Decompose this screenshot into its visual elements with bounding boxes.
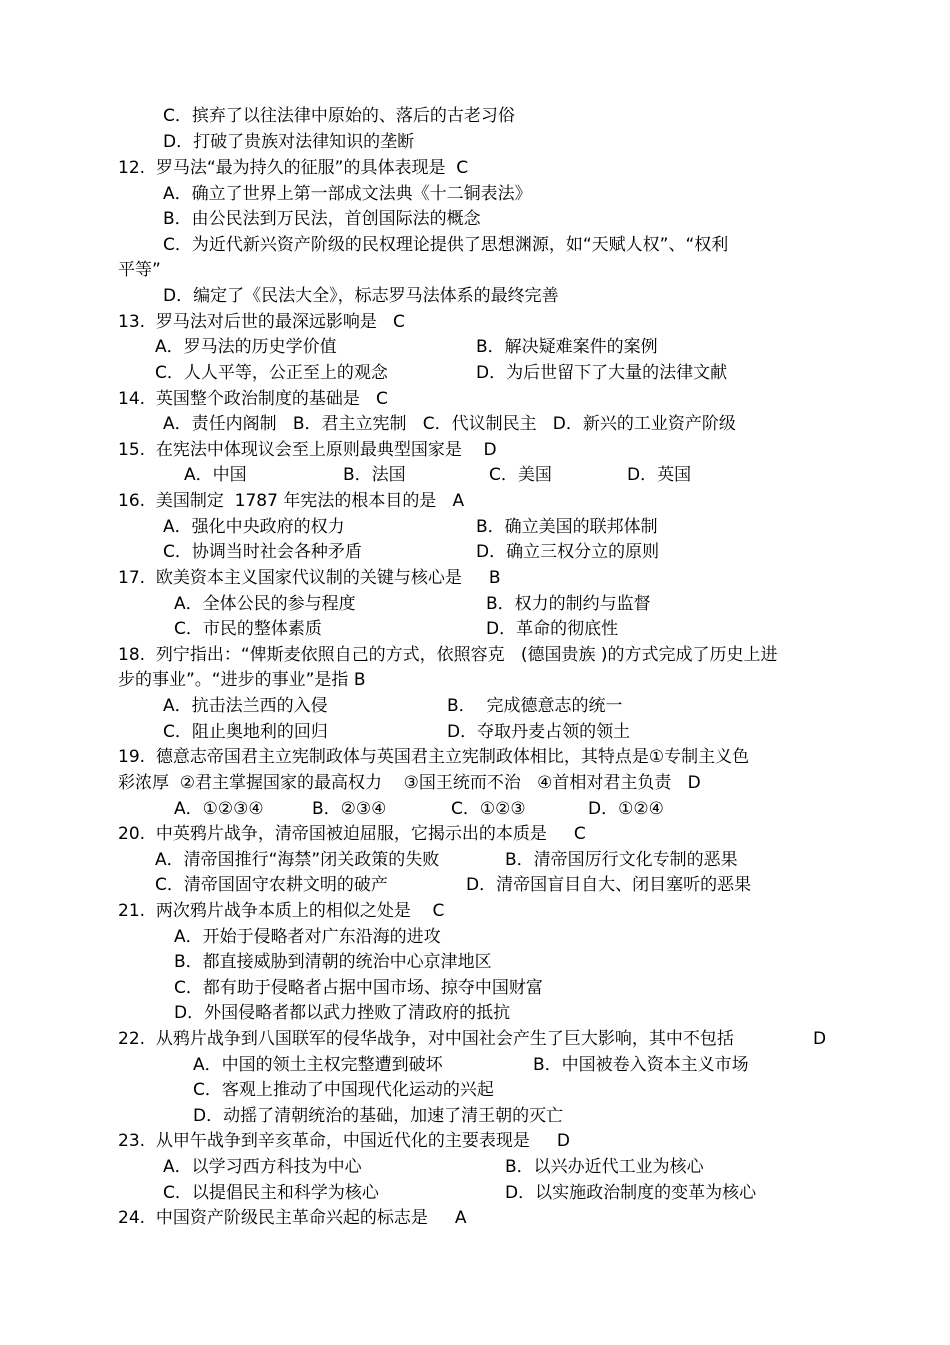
- q18-option-d: D．夺取丹麦占领的领土: [447, 722, 631, 742]
- q12-option-b: B．由公民法到万民法，首创国际法的概念: [163, 209, 481, 229]
- q20-option-b: B．清帝国厉行文化专制的恶果: [505, 850, 738, 870]
- q19-option-c: C．①②③: [451, 799, 526, 819]
- q13-option-a: A．罗马法的历史学价值: [155, 337, 337, 357]
- q16-stem: 16. 美国制定 1787 年宪法的根本目的是 A: [118, 491, 465, 511]
- q14-options: A．责任内阁制 B．君主立宪制 C．代议制民主 D．新兴的工业资产阶级: [163, 414, 736, 434]
- q20-option-c: C．清帝国固守农耕文明的破产: [155, 875, 388, 895]
- q21-option-d: D．外国侵略者都以武力挫败了清政府的抵抗: [174, 1003, 511, 1023]
- q12-option-a: A．确立了世界上第一部成文法典《十二铜表法》: [163, 184, 532, 204]
- q17-stem: 17. 欧美资本主义国家代议制的关键与核心是 B: [118, 568, 501, 588]
- q14-stem: 14. 英国整个政治制度的基础是 C: [118, 389, 388, 409]
- q15-option-b: B．法国: [343, 465, 406, 485]
- q16-option-b: B．确立美国的联邦体制: [476, 517, 658, 537]
- q15-stem: 15. 在宪法中体现议会至上原则最典型国家是 D: [118, 440, 497, 460]
- q12-option-d: D．编定了《民法大全》，标志罗马法体系的最终完善: [163, 286, 559, 306]
- q22-stem: 22. 从鸦片战争到八国联军的侵华战争，对中国社会产生了巨大影响，其中不包括: [118, 1029, 734, 1049]
- q19-option-d: D．①②④: [588, 799, 664, 819]
- q13-option-b: B．解决疑难案件的案例: [476, 337, 658, 357]
- q17-option-b: B．权力的制约与监督: [486, 594, 651, 614]
- q20-option-a: A．清帝国推行“海禁”闭关政策的失败: [155, 850, 440, 870]
- q19-option-b: B．②③④: [312, 799, 387, 819]
- q23-option-d: D．以实施政治制度的变革为核心: [505, 1183, 757, 1203]
- q23-option-c: C．以提倡民主和科学为核心: [163, 1183, 379, 1203]
- q21-option-a: A．开始于侵略者对广东沿海的进攻: [174, 927, 441, 947]
- q21-stem: 21. 两次鸦片战争本质上的相似之处是 C: [118, 901, 445, 921]
- q15-option-d: D．英国: [627, 465, 692, 485]
- q20-stem: 20. 中英鸦片战争，清帝国被迫屈服，它揭示出的本质是 C: [118, 824, 586, 844]
- q15-option-a: A．中国: [184, 465, 247, 485]
- q19-option-a: A．①②③④: [174, 799, 264, 819]
- q12-option-c-cont: 平等”: [118, 260, 161, 280]
- q13-option-c: C．人人平等，公正至上的观念: [155, 363, 388, 383]
- q21-option-c: C．都有助于侵略者占据中国市场、掠夺中国财富: [174, 978, 543, 998]
- q13-option-d: D．为后世留下了大量的法律文献: [476, 363, 728, 383]
- q18-stem: 18. 列宁指出：“俾斯麦依照自己的方式，依照容克 (德国贵族 )的方式完成了历史上进: [118, 645, 778, 665]
- q17-option-a: A．全体公民的参与程度: [174, 594, 356, 614]
- q18-option-a: A．抗击法兰西的入侵: [163, 696, 328, 716]
- q16-option-c: C．协调当时社会各种矛盾: [163, 542, 362, 562]
- q11-option-d: D．打破了贵族对法律知识的垄断: [163, 132, 415, 152]
- q19-stem: 19. 德意志帝国君主立宪制政体与英国君主立宪制政体相比，其特点是①专制主义色: [118, 747, 750, 767]
- q18-option-b: B． 完成德意志的统一: [447, 696, 623, 716]
- q16-option-a: A．强化中央政府的权力: [163, 517, 345, 537]
- q22-option-a: A．中国的领土主权完整遭到破坏: [193, 1055, 443, 1075]
- q21-option-b: B．都直接威胁到清朝的统治中心京津地区: [174, 952, 492, 972]
- q12-stem: 12. 罗马法“最为持久的征服”的具体表现是 C: [118, 158, 469, 178]
- q12-option-c: C．为近代新兴资产阶级的民权理论提供了思想渊源，如“天赋人权”、“权利: [163, 235, 729, 255]
- q18-option-c: C．阻止奥地利的回归: [163, 722, 328, 742]
- q19-stem-cont: 彩浓厚 ②君主掌握国家的最高权力 ③国王统而不治 ④首相对君主负责 D: [118, 773, 701, 793]
- q17-option-c: C．市民的整体素质: [174, 619, 322, 639]
- q24-stem: 24. 中国资产阶级民主革命兴起的标志是 A: [118, 1208, 467, 1228]
- q23-option-a: A．以学习西方科技为中心: [163, 1157, 362, 1177]
- q15-option-c: C．美国: [489, 465, 552, 485]
- q22-answer: D: [813, 1029, 827, 1049]
- q11-option-c: C．摈弃了以往法律中原始的、落后的古老习俗: [163, 106, 515, 126]
- q17-option-d: D．革命的彻底性: [486, 619, 619, 639]
- q22-option-c: C．客观上推动了中国现代化运动的兴起: [193, 1080, 494, 1100]
- q13-stem: 13. 罗马法对后世的最深远影响是 C: [118, 312, 405, 332]
- q22-option-d: D．动摇了清朝统治的基础，加速了清王朝的灭亡: [193, 1106, 564, 1126]
- q20-option-d: D．清帝国盲目自大、闭目塞听的恶果: [466, 875, 752, 895]
- q18-stem-cont: 步的事业”。“进步的事业”是指 B: [118, 670, 366, 690]
- q16-option-d: D．确立三权分立的原则: [476, 542, 660, 562]
- q22-option-b: B．中国被卷入资本主义市场: [533, 1055, 749, 1075]
- q23-option-b: B．以兴办近代工业为核心: [505, 1157, 704, 1177]
- q23-stem: 23. 从甲午战争到辛亥革命，中国近代化的主要表现是 D: [118, 1131, 570, 1151]
